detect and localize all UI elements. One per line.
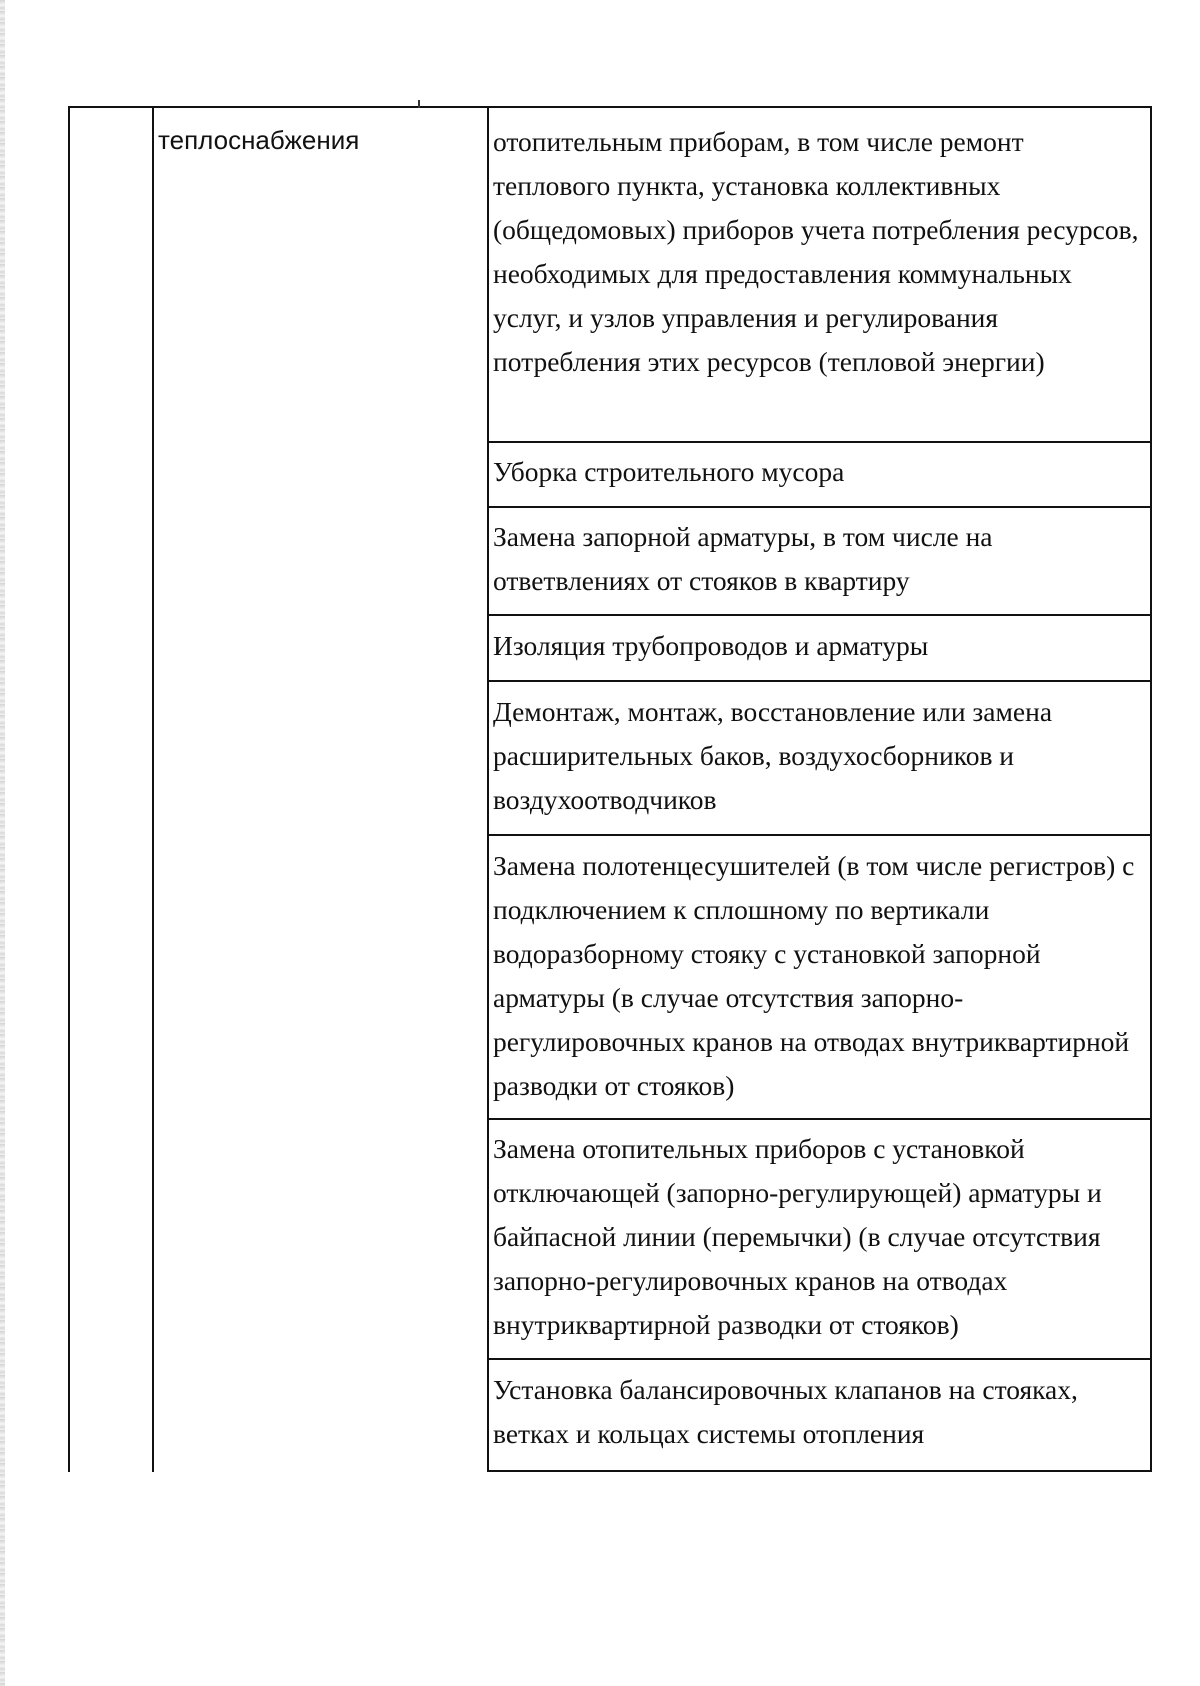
work-item-cell: Замена запорной арматуры, в том числе на ответвлениях от стояков в квартиру [493, 521, 993, 596]
scan-edge-artifact [0, 0, 5, 1686]
row-separator [487, 614, 1152, 616]
work-item-cell: Демонтаж, монтаж, восстановление или замена расширительных баков, воздухосборников и воздухоотводчиков [493, 696, 1053, 815]
work-item-cell: Установка балансировочных клапанов на стояках, ветках и кольцах системы отопления [493, 1374, 1078, 1449]
table-bottom-border [487, 1470, 1152, 1472]
category-cell: теплоснабжения [158, 125, 360, 155]
column-divider-1 [152, 106, 154, 1472]
work-item-cell: Замена полотенцесушителей (в том числе регистров) с подключением к сплошному по вертикали водоразборному стояку с установкой запорной арматуры (в случае отсутствия запорно-регулировочных кранов на отводах внутриквартирной разводки от стояков) [493, 850, 1135, 1101]
row-separator [487, 680, 1152, 682]
column-divider-2 [487, 106, 489, 1472]
table-right-border [1150, 106, 1152, 1472]
row-separator [487, 441, 1152, 443]
row-separator [487, 1118, 1152, 1120]
scan-mark [418, 100, 420, 108]
row-separator [487, 506, 1152, 508]
work-item-cell: отопительным приборам, в том числе ремонт теплового пункта, установка коллективных (общедомовых) приборов учета потребления ресурсов, необходимых для предоставления коммунальных услуг, и узлов управления и регулирования потребления этих ресурсов (тепловой энергии) [493, 126, 1139, 377]
work-item-cell: Изоляция трубопроводов и арматуры [493, 630, 929, 661]
table-top-border [68, 106, 1151, 108]
row-separator [487, 834, 1152, 836]
work-item-cell: Уборка строительного мусора [493, 456, 845, 487]
row-separator [487, 1358, 1152, 1360]
table-left-border [68, 106, 70, 1472]
work-item-cell: Замена отопительных приборов с установкой отключающей (запорно-регулирующей) арматуры и байпасной линии (перемычки) (в случае отсутствия запорно-регулировочных кранов на отводах внутриквартирной разводки от стояков) [493, 1133, 1102, 1340]
